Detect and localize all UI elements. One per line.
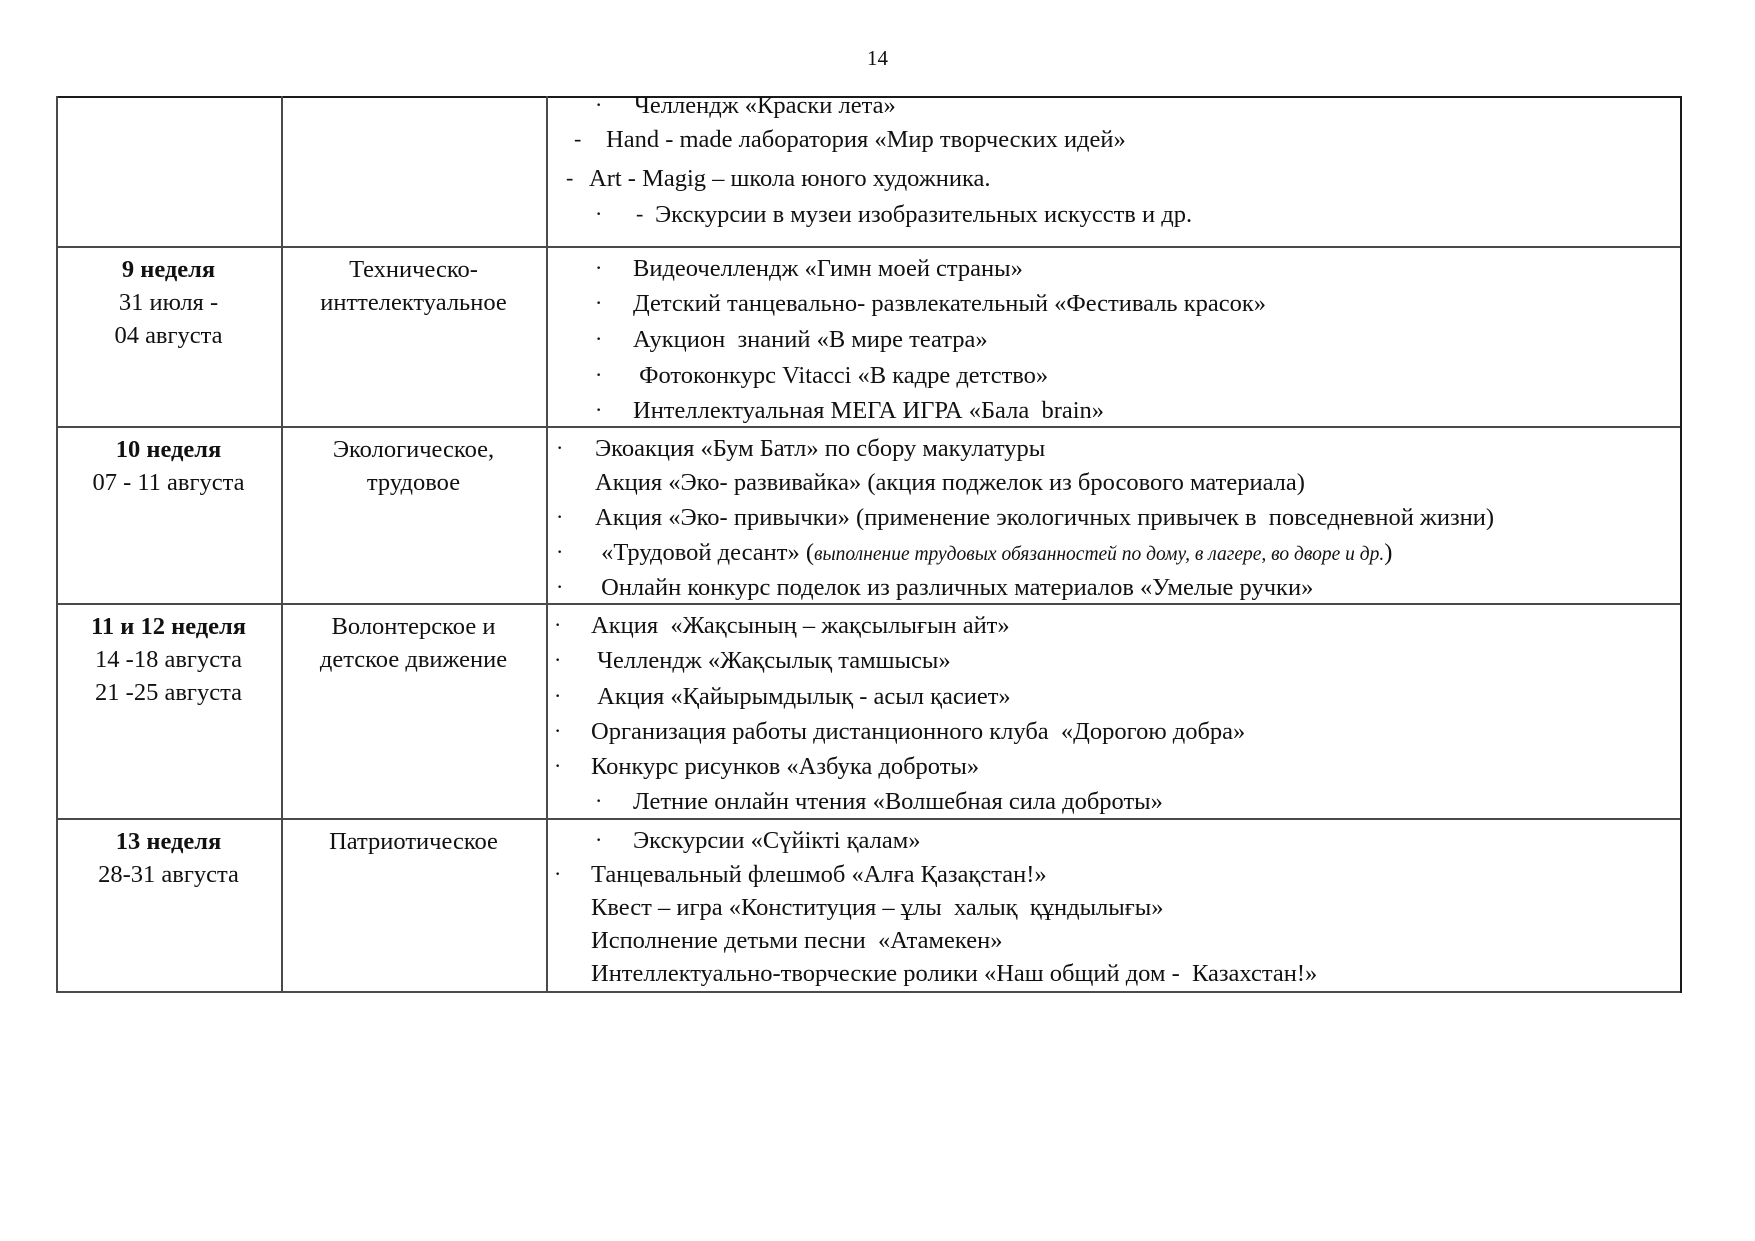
- bullet-marker: ·: [595, 255, 603, 280]
- activity-item: Art - Magig – школа юного художника.: [589, 165, 991, 192]
- week-label: 13 неделя: [115, 828, 222, 855]
- week-cell: [56, 610, 281, 709]
- direction-label: трудовое: [366, 469, 461, 496]
- direction-label: детское движение: [319, 646, 508, 673]
- bullet-marker: ·: [595, 290, 603, 315]
- direction-cell: [281, 825, 546, 858]
- activity-item: Летние онлайн чтения «Волшебная сила доброты»: [633, 788, 1163, 815]
- column-divider: [281, 96, 283, 993]
- direction-label: Волонтерское и: [331, 613, 496, 640]
- row-divider: [56, 818, 1682, 820]
- bullet-marker: ·: [554, 861, 562, 886]
- direction-label: инттелектуальное: [320, 289, 507, 316]
- bullet-marker: ·: [556, 574, 564, 599]
- week-dates: 31 июля -: [118, 289, 219, 316]
- activity-note-close: ): [1384, 539, 1393, 566]
- activity-item: Челлендж «Жақсылық тамшысы»: [591, 647, 951, 674]
- direction-cell: [281, 433, 546, 499]
- bullet-marker: ·: [554, 612, 562, 637]
- bullet-marker: ·: [595, 827, 603, 852]
- bullet-marker: ·: [595, 201, 603, 226]
- activity-item: Акция «Эко- привычки» (применение экологичных привычек в повседневной жизни): [595, 504, 1495, 531]
- week-dates: 21 -25 августа: [95, 679, 242, 706]
- activity-note: выполнение трудовых обязанностей по дому, в лагере, во дворе и др.: [814, 544, 1385, 565]
- activity-item: Hand - made лаборатория «Мир творческих идей»: [606, 126, 1126, 153]
- activity-item: Экскурсии «Сүйікті қалам»: [633, 827, 921, 854]
- activity-item: Детский танцевально- развлекательный «Фестиваль красок»: [633, 290, 1267, 317]
- direction-cell: [281, 253, 546, 319]
- week-dates: 04 августа: [114, 322, 223, 349]
- activity-item: Акция «Қайырымдылық - асыл қасиет»: [591, 683, 1011, 710]
- dash-marker: -: [636, 201, 644, 226]
- bullet-marker: ·: [556, 435, 564, 460]
- activity-item: Челлендж «Краски лета»: [634, 92, 896, 119]
- bullet-marker: ·: [554, 753, 562, 778]
- bullet-marker: ·: [554, 718, 562, 743]
- activity-item: Видеочеллендж «Гимн моей страны»: [633, 255, 1023, 282]
- row-divider: [56, 246, 1682, 248]
- week-cell: [56, 825, 281, 891]
- dash-marker: -: [574, 126, 582, 151]
- week-cell: [56, 433, 281, 499]
- week-label: 11 и 12 неделя: [90, 613, 247, 640]
- activity-item: Экоакция «Бум Батл» по сбору макулатуры: [595, 435, 1046, 462]
- week-dates: 14 -18 августа: [95, 646, 242, 673]
- page-number: 14: [867, 46, 888, 70]
- activity-item: Интеллектуальная МЕГА ИГРА «Бала brain»: [633, 397, 1105, 424]
- bullet-marker: ·: [595, 788, 603, 813]
- week-cell: [56, 253, 281, 352]
- bullet-marker: ·: [554, 683, 562, 708]
- activity-item: Аукцион знаний «В мире театра»: [633, 326, 988, 353]
- week-dates: 07 - 11 августа: [92, 469, 245, 496]
- week-dates: 28-31 августа: [98, 861, 239, 888]
- activity-item: Экскурсии в музеи изобразительных искусств и др.: [655, 201, 1193, 228]
- activity-item: Организация работы дистанционного клуба «Дорогою добра»: [591, 718, 1246, 745]
- activity-item: Акция «Эко- развивайка» (акция поджелок из бросового материала): [595, 469, 1305, 496]
- activity-item: Интеллектуально-творческие ролики «Наш общий дом - Казахстан!»: [591, 960, 1318, 987]
- direction-label: Техническо-: [349, 256, 478, 283]
- bullet-marker: ·: [595, 326, 603, 351]
- activity-item: Фотоконкурс Vitacci «В кадре детство»: [633, 362, 1049, 389]
- week-label: 10 неделя: [115, 436, 222, 463]
- direction-label: Экологическое,: [332, 436, 495, 463]
- activity-item: Исполнение детьми песни «Атамекен»: [591, 927, 1003, 954]
- bullet-marker: ·: [595, 92, 603, 117]
- bullet-marker: ·: [556, 504, 564, 529]
- bullet-marker: ·: [556, 539, 564, 564]
- row-divider: [56, 426, 1682, 428]
- table-border-right: [1680, 96, 1682, 993]
- activity-item: Квест – игра «Конституция – ұлы халық құндылығы»: [591, 894, 1164, 921]
- bullet-marker: ·: [595, 362, 603, 387]
- dash-marker: -: [566, 165, 574, 190]
- activity-title: «Трудовой десант» (: [595, 539, 814, 566]
- activity-item: Танцевальный флешмоб «Алға Қазақстан!»: [591, 861, 1047, 888]
- bullet-marker: ·: [554, 647, 562, 672]
- activity-item: Онлайн конкурс поделок из различных материалов «Умелые ручки»: [595, 574, 1314, 601]
- week-label: 9 неделя: [121, 256, 216, 283]
- direction-label: Патриотическое: [329, 828, 498, 855]
- activity-item: Акция «Жақсының – жақсылығын айт»: [591, 612, 1010, 639]
- bullet-marker: ·: [595, 397, 603, 422]
- activity-item: [595, 538, 1392, 570]
- table-border-bottom: [56, 991, 1682, 993]
- column-divider: [546, 96, 548, 993]
- direction-cell: [281, 610, 546, 676]
- activity-item: Конкурс рисунков «Азбука доброты»: [591, 753, 980, 780]
- schedule-table: [56, 92, 1681, 992]
- row-divider: [56, 603, 1682, 605]
